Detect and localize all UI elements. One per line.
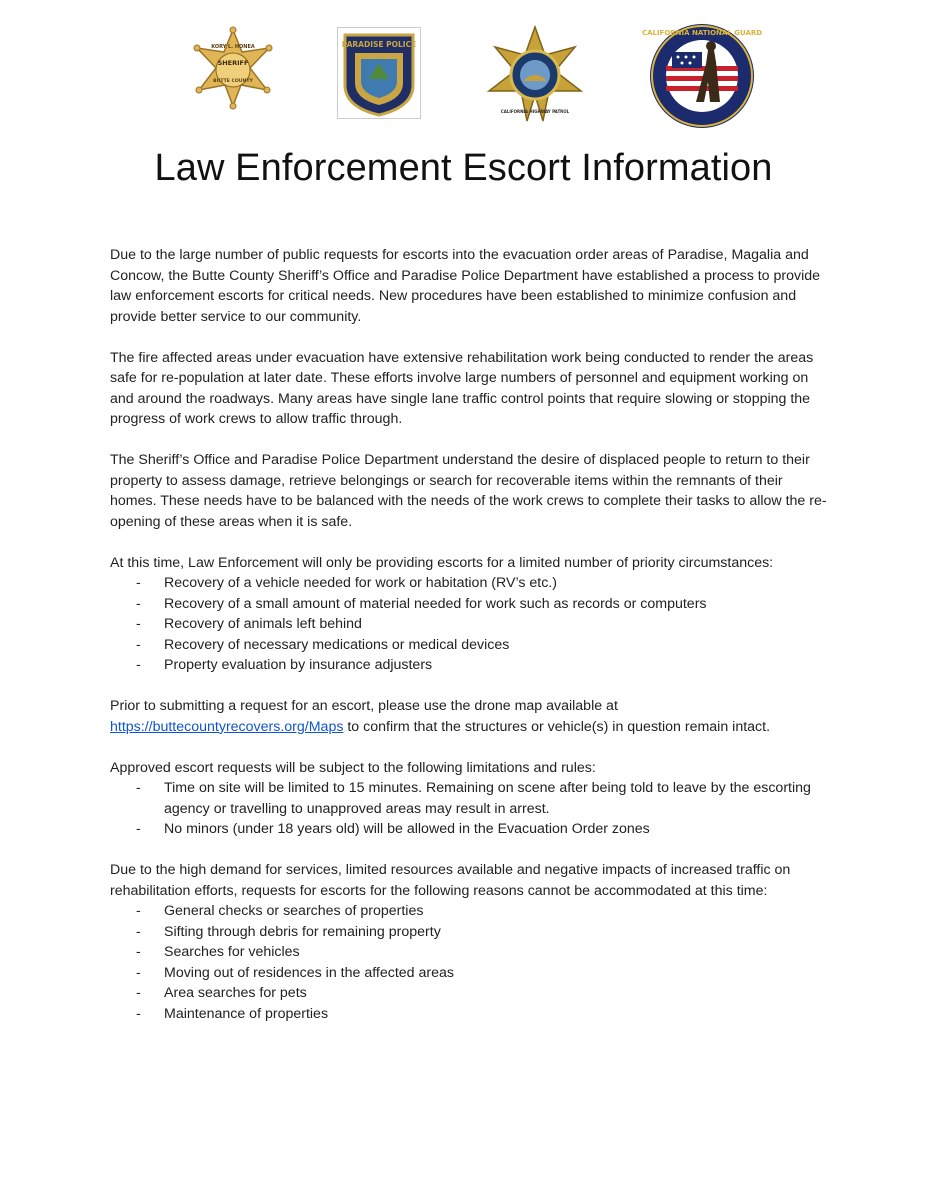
list-item: - Recovery of a small amount of material needed for work such as records or computers <box>136 595 707 612</box>
list-item: - Area searches for pets <box>136 985 307 1001</box>
list-item: - No minors (under 18 years old) will be allowed in the Evacuation Order zones <box>136 821 650 837</box>
svg-text:PARADISE POLICE: PARADISE POLICE <box>341 40 417 49</box>
high-demand-paragraph: Due to the high demand for services, limited resources available and negative impacts of increased traffic on rehabilitation efforts, requests for escorts for the following reasons cannot be accommodated at this time: <box>110 862 791 899</box>
drone-map-paragraph: Prior to submitting a request for an escort, please use the drone map available at https://buttecountyrecovers.org/Maps to confirm that the structures or vehicle(s) in question remain intact. <box>110 698 771 735</box>
national-guard-seal-icon <box>641 22 763 130</box>
agency-logos <box>0 0 927 135</box>
list-item: - Property evaluation by insurance adjusters <box>136 657 433 673</box>
sheriff-star-badge-icon <box>190 28 276 108</box>
svg-text:SHERIFF: SHERIFF <box>217 59 249 67</box>
highway-patrol-star-badge-icon <box>485 25 585 125</box>
svg-text:BUTTE COUNTY: BUTTE COUNTY <box>213 79 253 84</box>
rules-list <box>110 778 830 840</box>
svg-text:KORY L. HONEA: KORY L. HONEA <box>211 44 255 50</box>
priority-circumstances-paragraph: At this time, Law Enforcement will only be providing escorts for a limited number of priority circumstances: <box>110 554 774 571</box>
svg-text:CALIFORNIA HIGHWAY PATROL: CALIFORNIA HIGHWAY PATROL <box>500 109 570 114</box>
priority-list <box>110 573 830 676</box>
page-title: Law Enforcement Escort Information <box>154 147 773 189</box>
paradise-police-patch-icon <box>337 27 421 119</box>
list-item: - Sifting through debris for remaining property <box>136 923 441 940</box>
svg-text:CALIFORNIA NATIONAL GUARD: CALIFORNIA NATIONAL GUARD <box>641 29 763 37</box>
excluded-reasons-list <box>110 901 830 1024</box>
drone-map-link[interactable]: https://buttecountyrecovers.org/Maps <box>110 718 344 735</box>
list-item: - Recovery of animals left behind <box>136 616 362 632</box>
list-item: - Searches for vehicles <box>136 944 300 960</box>
intro-paragraph: Due to the large number of public requests for escorts into the evacuation order areas of Paradise, Magalia and Concow, the Butte County Sheriff’s Office and Paradise Police Department have established a process to provide law enforcement escorts for critical needs. New procedures have been established to minimize confusion and provide better service to our community. <box>110 247 821 325</box>
list-item: - Maintenance of properties <box>136 1005 329 1022</box>
list-item: - Recovery of a vehicle needed for work or habitation (RV’s etc.) <box>136 575 557 591</box>
list-item: - Moving out of residences in the affected areas <box>136 964 454 981</box>
list-item: - General checks or searches of properties <box>136 903 424 919</box>
limitations-paragraph: Approved escort requests will be subject to the following limitations and rules: <box>110 759 596 776</box>
list-item: - Time on site will be limited to 15 minutes. Remaining on scene after being told to leave by the escorting agency or travelling to unapproved areas may result in arrest. <box>136 780 811 817</box>
rehabilitation-paragraph: The fire affected areas under evacuation have extensive rehabilitation work being conducted to render the areas safe for re-population at later date. These efforts involve large numbers of personnel and equipment working on and around the roadways. Many areas have single lane traffic control points that require slowing or stopping the progress of work crews to allow traffic through. <box>110 349 814 427</box>
document-body <box>110 245 830 1045</box>
list-item: - Recovery of necessary medications or medical devices <box>136 636 510 653</box>
displaced-people-paragraph: The Sheriff’s Office and Paradise Police Department understand the desire of displaced people to return to their property to assess damage, retrieve belongings or search for recoverable items within the remnants of their homes. These needs have to be balanced with the needs of the work crews to complete their tasks to allow the re-opening of these areas when it is safe. <box>110 452 827 530</box>
